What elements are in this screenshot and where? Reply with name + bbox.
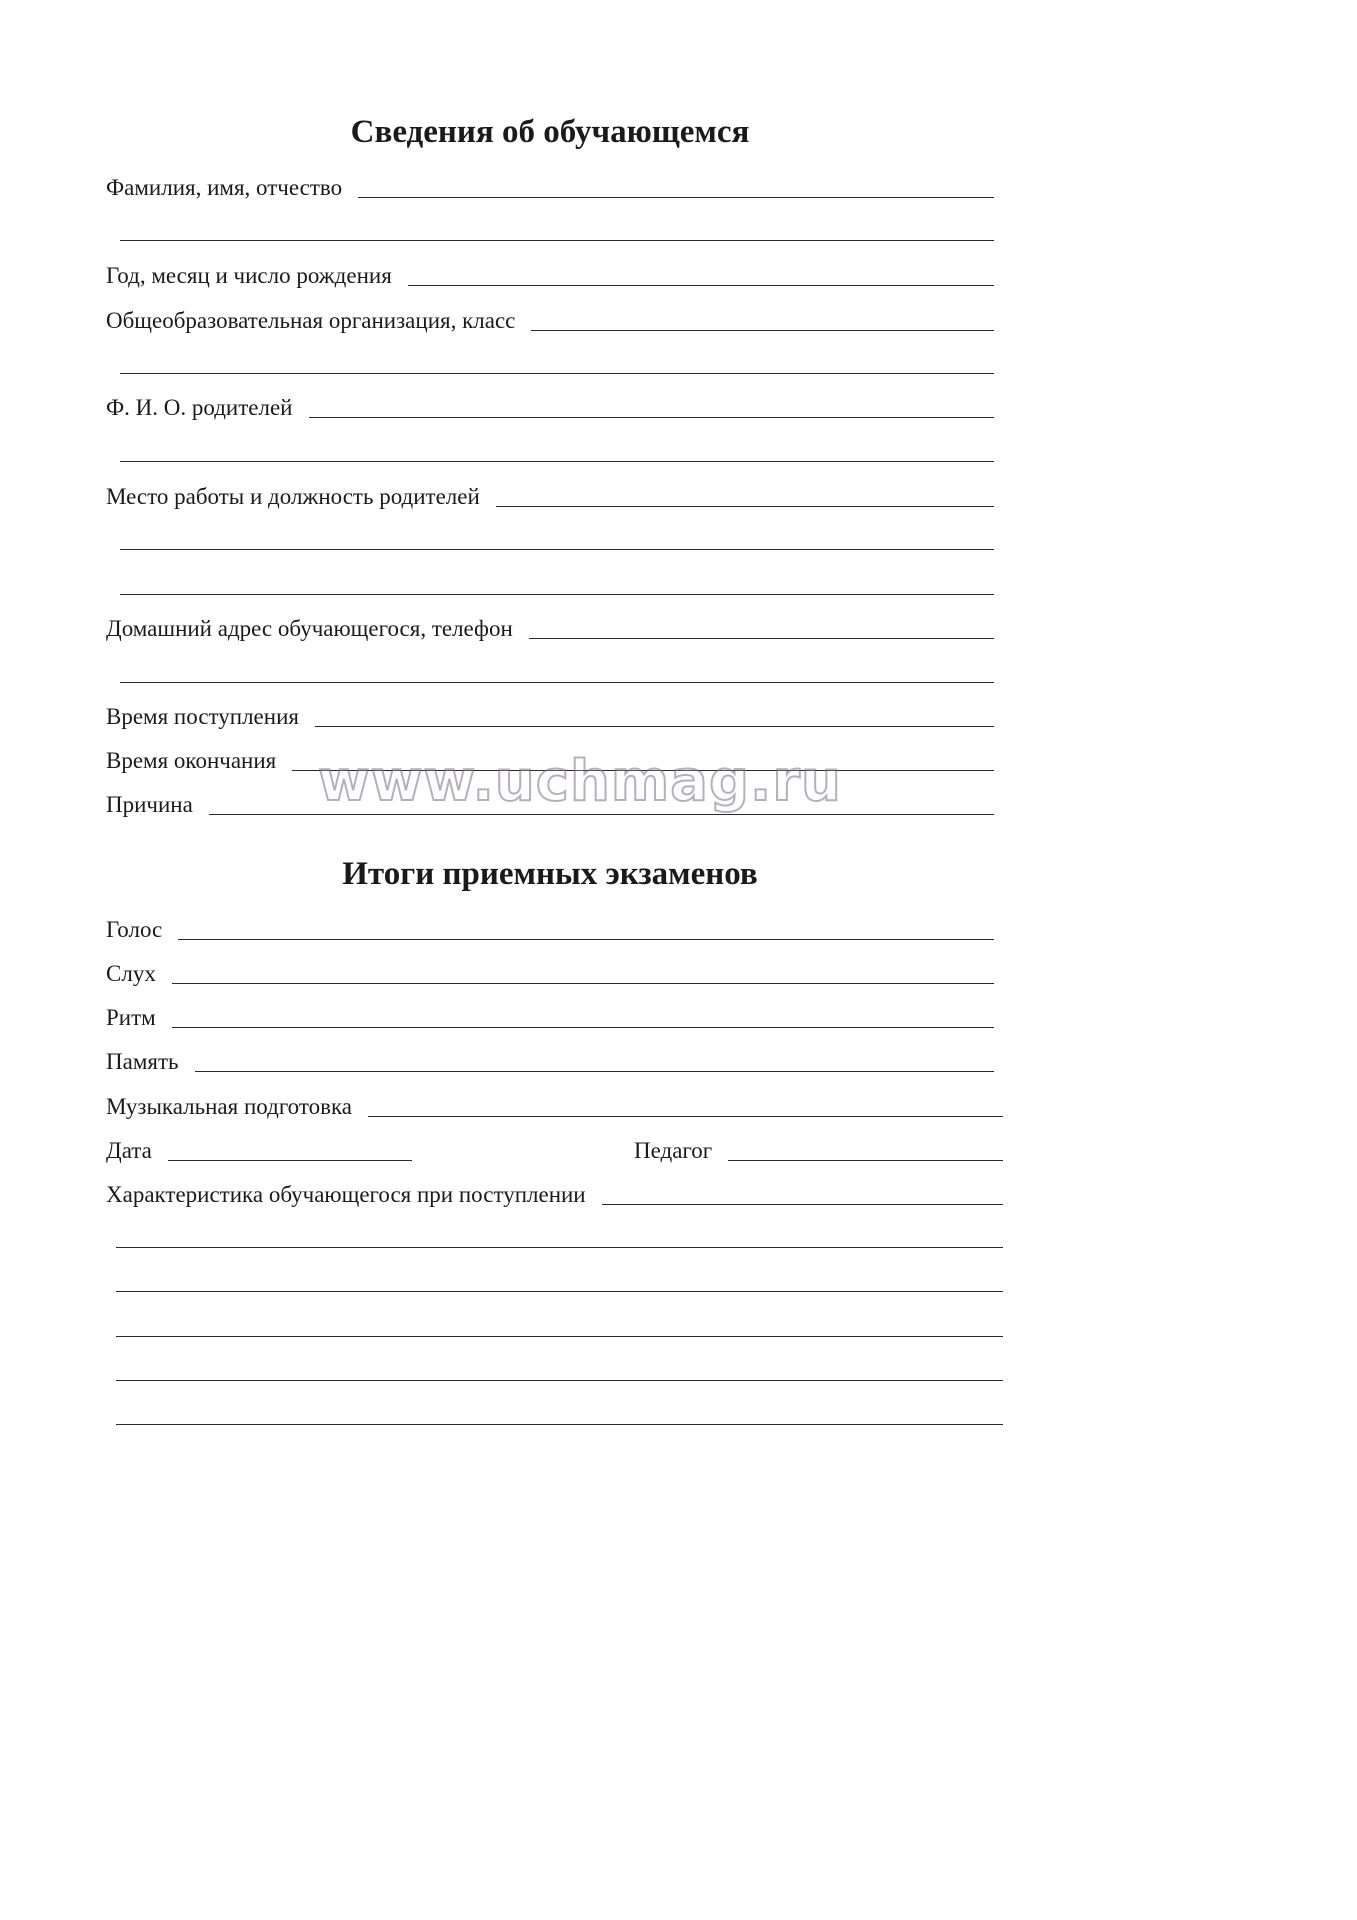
blank-character[interactable] — [602, 1203, 1003, 1205]
field-address — [106, 611, 994, 643]
label-school: Общеобразовательная организация, класс — [106, 308, 516, 333]
label-hearing: Слух — [106, 961, 156, 986]
blank-parents[interactable] — [309, 416, 995, 418]
field-character — [106, 1177, 1003, 1209]
blank-music[interactable] — [368, 1115, 1003, 1117]
field-date — [106, 1133, 412, 1165]
section-title-student-info: Сведения об обучающемся — [350, 114, 750, 150]
field-end — [106, 743, 994, 775]
blank-parents-line-2[interactable] — [120, 461, 994, 462]
field-hearing — [106, 956, 994, 988]
section-title-exam-results: Итоги приемных экзаменов — [342, 856, 758, 892]
label-rhythm: Ритм — [106, 1005, 156, 1030]
blank-school[interactable] — [531, 329, 994, 331]
blank-character-line-2[interactable] — [116, 1247, 1003, 1248]
blank-rhythm[interactable] — [172, 1026, 994, 1028]
watermark: www.uchmag.ru — [318, 749, 842, 814]
field-parents — [106, 390, 994, 422]
label-voice: Голос — [106, 917, 163, 942]
blank-end[interactable] — [292, 769, 994, 771]
field-music — [106, 1089, 1003, 1121]
label-date: Дата — [106, 1138, 152, 1163]
blank-voice[interactable] — [178, 938, 994, 940]
blank-work-line-2[interactable] — [120, 549, 994, 550]
field-voice — [106, 912, 994, 944]
blank-fio[interactable] — [358, 196, 994, 198]
blank-hearing[interactable] — [172, 982, 994, 984]
label-end: Время окончания — [106, 748, 277, 773]
label-music: Музыкальная подготовка — [106, 1094, 353, 1119]
blank-character-line-4[interactable] — [116, 1336, 1003, 1337]
label-birth: Год, месяц и число рождения — [106, 263, 392, 288]
label-address: Домашний адрес обучающегося, телефон — [106, 616, 513, 641]
label-work: Место работы и должность родителей — [106, 484, 480, 509]
label-parents: Ф. И. О. родителей — [106, 395, 293, 420]
blank-birth[interactable] — [408, 284, 994, 286]
blank-fio-line-2[interactable] — [120, 240, 994, 241]
field-fio — [106, 170, 994, 202]
blank-character-line-3[interactable] — [116, 1291, 1003, 1292]
blank-work-line-3[interactable] — [120, 594, 994, 595]
blank-reason[interactable] — [209, 813, 994, 815]
blank-date[interactable] — [168, 1159, 412, 1161]
blank-address-line-2[interactable] — [120, 682, 994, 683]
field-teacher — [634, 1133, 1003, 1165]
label-character: Характеристика обучающегося при поступлении — [106, 1182, 586, 1207]
label-reason: Причина — [106, 792, 193, 817]
blank-address[interactable] — [529, 637, 994, 639]
blank-teacher[interactable] — [728, 1159, 1003, 1161]
field-reason — [106, 787, 994, 819]
field-memory — [106, 1044, 994, 1076]
blank-character-line-5[interactable] — [116, 1380, 1003, 1381]
field-school — [106, 303, 994, 335]
field-start — [106, 699, 994, 731]
label-fio: Фамилия, имя, отчество — [106, 175, 343, 200]
field-work — [106, 479, 994, 511]
field-birth — [106, 258, 994, 290]
label-memory: Память — [106, 1049, 179, 1074]
label-teacher: Педагог — [634, 1138, 713, 1163]
blank-character-line-6[interactable] — [116, 1424, 1003, 1425]
field-rhythm — [106, 1000, 994, 1032]
blank-memory[interactable] — [195, 1070, 995, 1072]
blank-start[interactable] — [315, 725, 994, 727]
label-start: Время поступления — [106, 704, 299, 729]
blank-work[interactable] — [496, 505, 994, 507]
blank-school-line-2[interactable] — [120, 373, 994, 374]
